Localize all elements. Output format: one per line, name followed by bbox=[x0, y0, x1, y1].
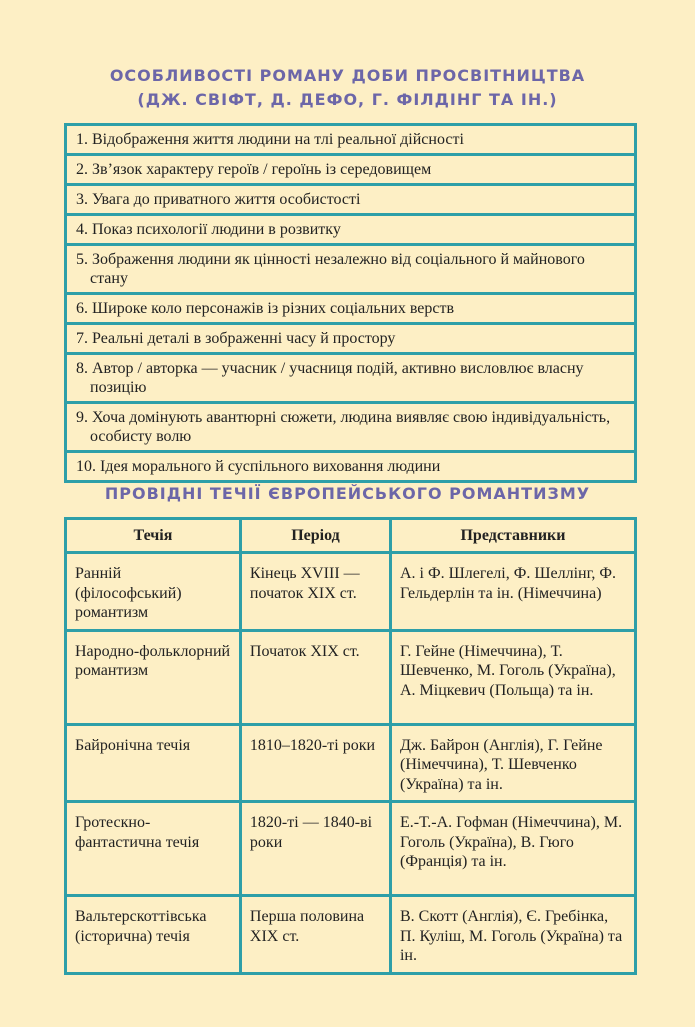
table-row bbox=[66, 724, 636, 802]
table-row bbox=[66, 553, 636, 631]
trend-cell: Народно-фольклорний романтизм bbox=[66, 630, 241, 724]
representatives-cell: В. Скотт (Англія), Є. Гребінка, П. Куліш, М. Гоголь (Україна) та ін. bbox=[390, 896, 635, 974]
feature-item: 2. Зв’язок характеру героїв / героїнь із середовищем bbox=[66, 155, 636, 185]
table-row bbox=[66, 452, 636, 482]
feature-item: 7. Реальні деталі в зображенні часу й простору bbox=[66, 324, 636, 354]
romanticism-trends-table bbox=[64, 517, 637, 975]
column-header-representatives: Представники bbox=[390, 519, 635, 553]
enlightenment-novel-heading bbox=[0, 64, 695, 112]
enlightenment-features-table bbox=[64, 123, 637, 483]
column-header-period: Період bbox=[240, 519, 390, 553]
representatives-cell: А. і Ф. Шлегелі, Ф. Шеллінг, Ф. Гельдерлін та ін. (Німеччина) bbox=[390, 553, 635, 631]
table-row bbox=[66, 125, 636, 155]
table-row bbox=[66, 324, 636, 354]
representatives-cell: Г. Гейне (Німеччина), Т. Шевченко, М. Гоголь (Україна), А. Міцкевич (Польща) та ін. bbox=[390, 630, 635, 724]
representatives-cell: Е.-Т.-А. Гофман (Німеччина), М. Гоголь (Україна), В. Гюго (Франція) та ін. bbox=[390, 802, 635, 896]
feature-item: 9. Хоча домінують авантюрні сюжети, людина виявляє свою індивідуальність, особисту волю bbox=[76, 409, 611, 445]
table-row bbox=[66, 294, 636, 324]
table-row bbox=[66, 802, 636, 896]
feature-item: 10. Ідея морального й суспільного виховання людини bbox=[66, 452, 636, 482]
trend-cell: Байронічна течія bbox=[66, 724, 241, 802]
table-row bbox=[66, 215, 636, 245]
trend-cell: Ранній (філософський) романтизм bbox=[66, 553, 241, 631]
table-row bbox=[66, 354, 636, 403]
period-cell: Початок XIX ст. bbox=[240, 630, 390, 724]
heading-line-2: (ДЖ. СВІФТ, Д. ДЕФО, Г. ФІЛДІНГ ТА ІН.) bbox=[137, 90, 558, 109]
feature-item: 1. Відображення життя людини на тлі реальної дійсності bbox=[66, 125, 636, 155]
period-cell: Перша половина XIX ст. bbox=[240, 896, 390, 974]
feature-item: 8. Автор / авторка — учасник / учасниця подій, активно висловлює власну позицію bbox=[76, 360, 584, 396]
table-row bbox=[66, 403, 636, 452]
table-row bbox=[66, 155, 636, 185]
trend-cell: Гротескно-фантастична течія bbox=[66, 802, 241, 896]
period-cell: Кінець XVIII — початок XIX ст. bbox=[240, 553, 390, 631]
trend-cell: Вальтерскоттівська (історична) течія bbox=[66, 896, 241, 974]
table-row bbox=[66, 245, 636, 294]
feature-item: 4. Показ психології людини в розвитку bbox=[66, 215, 636, 245]
feature-item: 5. Зображення людини як цінності незалежно від соціального й майнового стану bbox=[76, 251, 585, 287]
period-cell: 1820-ті — 1840-ві роки bbox=[240, 802, 390, 896]
feature-item: 3. Увага до приватного життя особистості bbox=[66, 185, 636, 215]
column-header-trend: Течія bbox=[66, 519, 241, 553]
table-row bbox=[66, 896, 636, 974]
period-cell: 1810–1820-ті роки bbox=[240, 724, 390, 802]
feature-item: 6. Широке коло персонажів із різних соціальних верств bbox=[66, 294, 636, 324]
table-header-row bbox=[66, 519, 636, 553]
representatives-cell: Дж. Байрон (Англія), Г. Гейне (Німеччина), Т. Шевченко (Україна) та ін. bbox=[390, 724, 635, 802]
romanticism-heading: ПРОВІДНІ ТЕЧІЇ ЄВРОПЕЙСЬКОГО РОМАНТИЗМУ bbox=[104, 484, 591, 503]
table-row bbox=[66, 630, 636, 724]
table-row bbox=[66, 185, 636, 215]
heading-line-1: ОСОБЛИВОСТІ РОМАНУ ДОБИ ПРОСВІТНИЦТВА bbox=[109, 66, 586, 85]
